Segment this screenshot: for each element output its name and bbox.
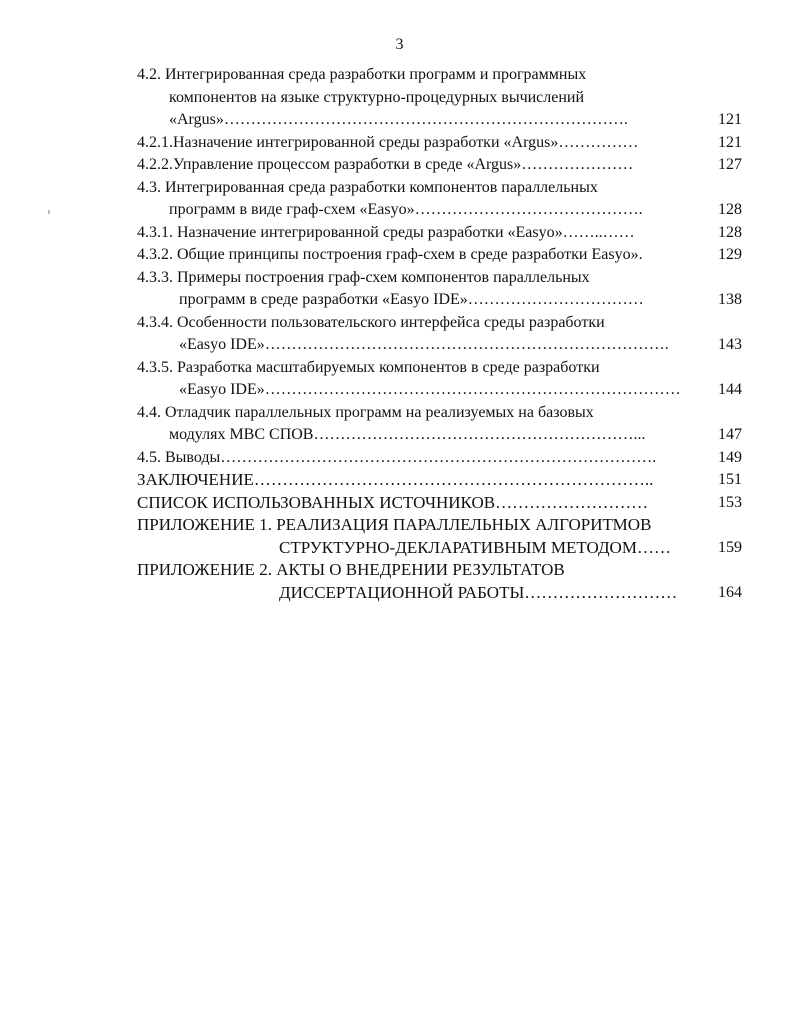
toc-entry-4-5 <box>137 447 742 470</box>
toc-entry-4-2 <box>137 64 742 132</box>
toc-page-number: 147 <box>718 426 742 443</box>
toc-entry-title-continued: «Easyo IDE»…………………………………………………………………. <box>179 336 669 353</box>
toc-entry-title: 4.2. Интегрированная среда разработки программ и программных <box>137 66 587 83</box>
toc-entry-4-3-3 <box>137 267 742 312</box>
toc-page-number: 159 <box>718 538 742 556</box>
toc-entry-title-continued: модулях МВС СПОВ……………………………………………………... <box>169 426 646 443</box>
toc-entry-title: 4.5. Выводы………………………………………………………………………. <box>137 448 657 466</box>
page-number: 3 <box>395 36 404 53</box>
toc-entry-title: ПРИЛОЖЕНИЕ 2. АКТЫ О ВНЕДРЕНИИ РЕЗУЛЬТАТОВ <box>137 560 565 579</box>
toc-entry-title: ЗАКЛЮЧЕНИЕ…………………………………………………………….. <box>137 470 654 489</box>
toc-entry-title-continued: «Argus»…………………………………………………………………. <box>169 111 628 128</box>
toc-entry-4-3-1 <box>137 222 742 245</box>
toc-entry-4-3-5 <box>137 357 742 402</box>
toc-entry-title-continued: СТРУКТУРНО-ДЕКЛАРАТИВНЫМ МЕТОДОМ…… <box>279 537 671 557</box>
toc-page-number: 121 <box>718 133 742 151</box>
toc-page-number: 128 <box>718 201 742 218</box>
toc-entry-title: ПРИЛОЖЕНИЕ 1. РЕАЛИЗАЦИЯ ПАРАЛЛЕЛЬНЫХ АЛГОРИТМОВ <box>137 515 652 534</box>
toc-page-number: 129 <box>718 246 742 263</box>
toc-entry-title: 4.3.2. Общие принципы построения граф-схем в среде разработки Easyo». <box>137 246 643 263</box>
toc-entry-4-3-4 <box>137 312 742 357</box>
toc-page-number: 138 <box>718 291 742 308</box>
toc-page-number: 153 <box>718 493 742 511</box>
toc-entry-title-continued: программ в среде разработки «Easyo IDE»…………………………… <box>179 291 644 308</box>
toc-entry-title-continued: программ в виде граф-схем «Easyo»……………………………………. <box>169 201 643 218</box>
toc-page-number: 149 <box>718 448 742 466</box>
toc-entry-title: 4.3.5. Разработка масштабируемых компонентов в среде разработки <box>137 358 600 376</box>
toc-entry-appendix-2 <box>137 559 742 604</box>
toc-page-number: 151 <box>718 471 742 488</box>
toc-entry-4-2-2 <box>137 154 742 177</box>
toc-entry-title: 4.3. Интегрированная среда разработки компонентов параллельных <box>137 178 598 196</box>
toc-entry-4-3 <box>137 177 742 222</box>
toc-page-number: 144 <box>718 381 742 398</box>
toc-entry-title-continued: компонентов на языке структурно-процедурных вычислений <box>169 88 585 106</box>
toc-entry-title: СПИСОК ИСПОЛЬЗОВАННЫХ ИСТОЧНИКОВ……………………… <box>137 492 649 512</box>
toc-entry-title-continued: «Easyo IDE»…………………………………………………………………… <box>179 381 681 398</box>
toc-entry-title: 4.2.1.Назначение интегрированной среды разработки «Argus»…………… <box>137 133 639 151</box>
toc-entry-title: 4.3.1. Назначение интегрированной среды разработки «Easyo»……..…… <box>137 223 635 241</box>
toc-page-number: 164 <box>718 583 742 601</box>
toc-entry-title: 4.2.2.Управление процессом разработки в среде «Argus»………………… <box>137 156 634 173</box>
toc-entry-title-continued: ДИССЕРТАЦИОННОЙ РАБОТЫ……………………… <box>279 582 678 602</box>
toc-page-number: 121 <box>718 111 742 128</box>
toc-page-number: 128 <box>718 223 742 241</box>
toc-entry-title: 4.4. Отладчик параллельных программ на реализуемых на базовых <box>137 403 594 421</box>
toc-page-number: 143 <box>718 336 742 353</box>
toc-entry-4-4 <box>137 402 742 447</box>
toc-entry-references <box>137 492 742 515</box>
table-of-contents <box>137 64 742 604</box>
toc-entry-4-2-1 <box>137 132 742 155</box>
toc-entry-title: 4.3.3. Примеры построения граф-схем компонентов параллельных <box>137 268 590 286</box>
toc-entry-title: 4.3.4. Особенности пользовательского интерфейса среды разработки <box>137 313 605 331</box>
toc-entry-appendix-1 <box>137 514 742 559</box>
scan-speck <box>48 210 50 214</box>
toc-entry-conclusion <box>137 469 742 492</box>
toc-entry-4-3-2 <box>137 244 742 267</box>
toc-page-number: 127 <box>718 156 742 173</box>
